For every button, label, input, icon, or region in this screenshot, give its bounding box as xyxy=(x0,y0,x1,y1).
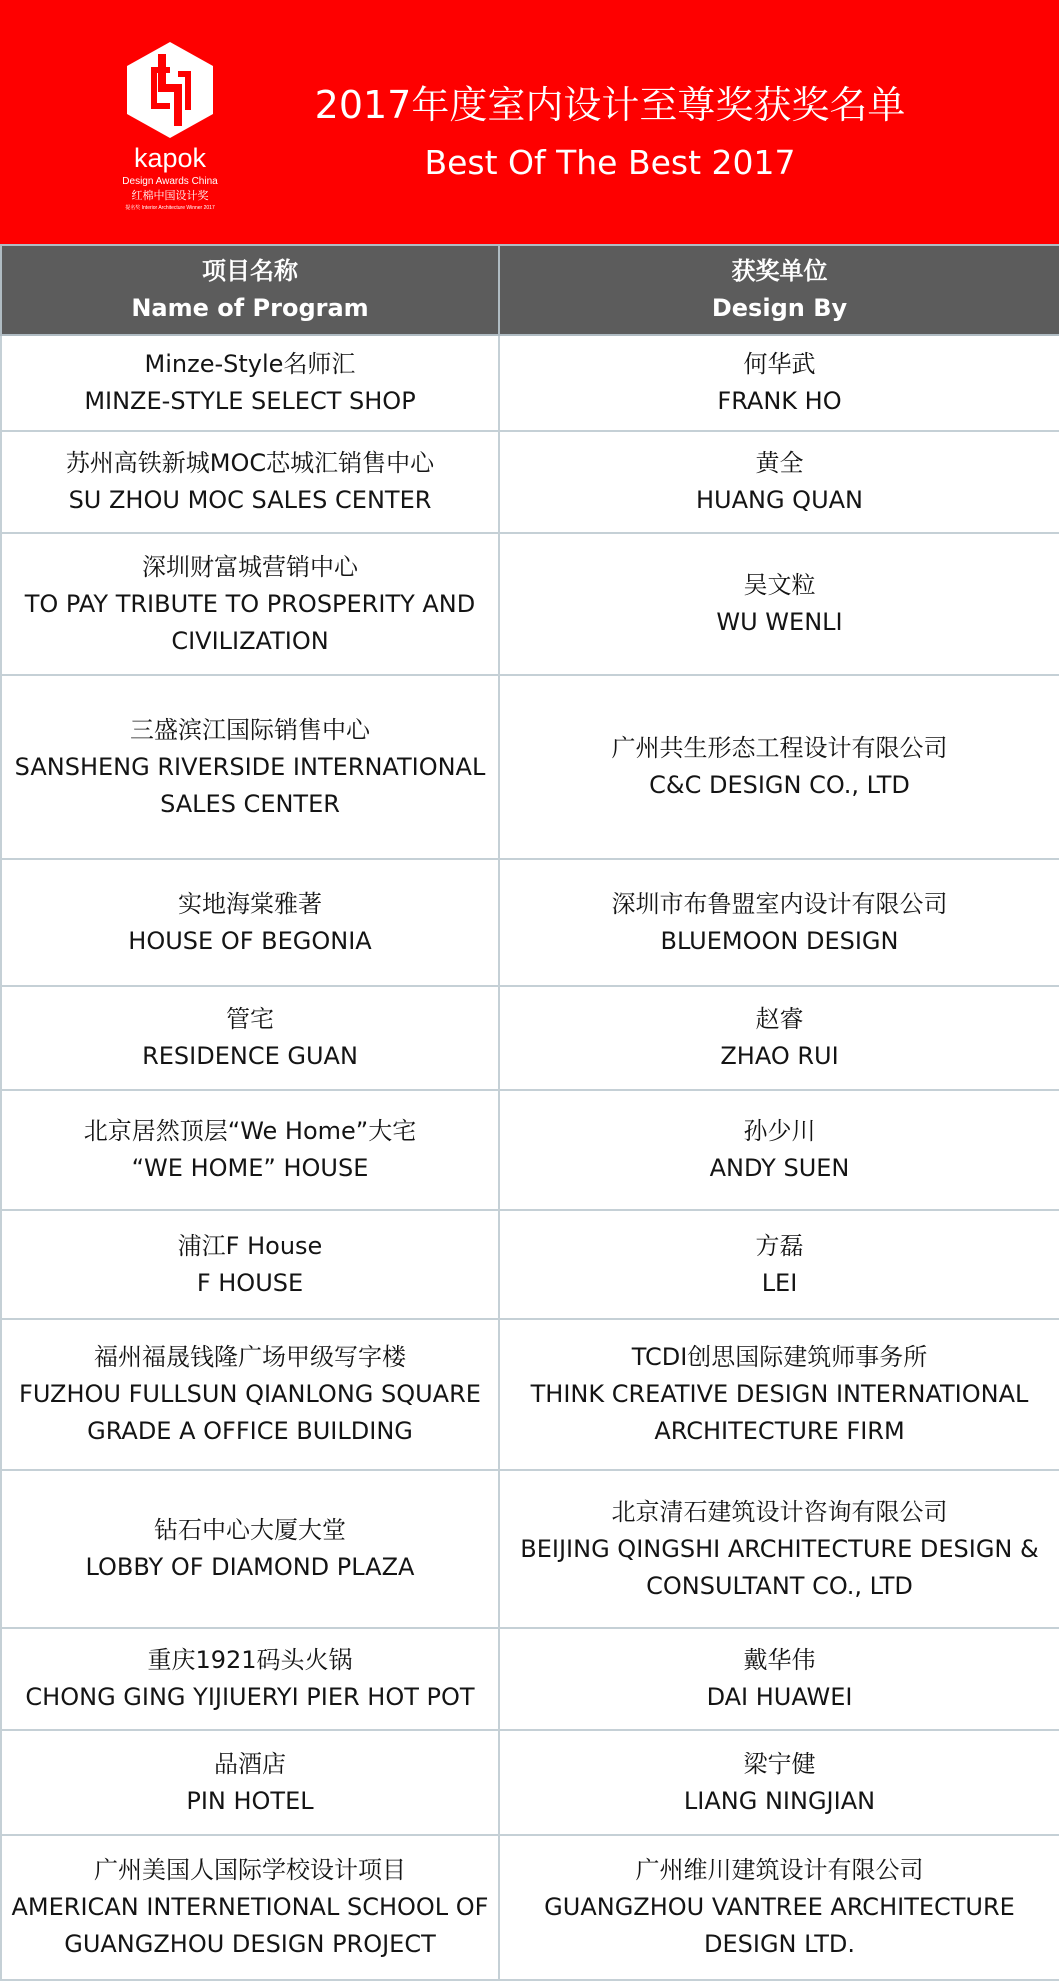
table-row xyxy=(1,1470,1059,1628)
kapok-logo xyxy=(118,40,222,216)
designer-name-cn: 何华武 xyxy=(743,350,816,378)
designer-cell xyxy=(499,533,1059,675)
program-name-cn: 三盛滨江国际销售中心 xyxy=(130,715,370,744)
designer-cell xyxy=(499,1470,1059,1628)
program-name-en: LOBBY OF DIAMOND PLAZA xyxy=(85,1553,415,1581)
program-name-en: MINZE-STYLE SELECT SHOP xyxy=(84,387,416,415)
table-header-row xyxy=(1,245,1059,335)
designer-name-en: C&C DESIGN CO., LTD xyxy=(649,771,910,799)
designer-name-cn: 广州共生形态工程设计有限公司 xyxy=(611,734,948,762)
table-row xyxy=(1,986,1059,1090)
program-name-en: SANSHENG RIVERSIDE INTERNATIONAL SALES CENTER xyxy=(14,752,486,818)
header-program-en: Name of Program xyxy=(131,294,369,322)
designer-cell xyxy=(499,859,1059,986)
program-name-en: PIN HOTEL xyxy=(186,1786,314,1815)
program-cell xyxy=(1,1470,499,1628)
designer-cell xyxy=(499,1090,1059,1210)
designer-name-en: FRANK HO xyxy=(717,387,842,415)
designer-cell xyxy=(499,986,1059,1090)
program-cell xyxy=(1,1210,499,1319)
program-cell xyxy=(1,1090,499,1210)
designer-cell xyxy=(499,431,1059,533)
program-name-en: RESIDENCE GUAN xyxy=(142,1042,358,1070)
program-cell xyxy=(1,533,499,675)
table-row xyxy=(1,1319,1059,1470)
program-name-cn: 品酒店 xyxy=(214,1749,286,1778)
designer-name-cn: TCDI创思国际建筑师事务所 xyxy=(631,1343,928,1371)
program-name-cn: 钻石中心大厦大堂 xyxy=(154,1516,346,1544)
program-name-en: CHONG GING YIJIUERYI PIER HOT POT xyxy=(25,1683,475,1711)
designer-cell xyxy=(499,1730,1059,1835)
designer-name-cn: 深圳市布鲁盟室内设计有限公司 xyxy=(611,889,948,918)
designer-cell xyxy=(499,1210,1059,1319)
logo-tagline: 提名奖 Interior Architecture Winner 2017 xyxy=(125,205,215,211)
table-row xyxy=(1,1628,1059,1730)
program-name-cn: 广州美国人国际学校设计项目 xyxy=(94,1856,406,1884)
designer-name-cn: 吴文粒 xyxy=(743,571,816,599)
kapok-hexagon-logo-icon xyxy=(118,40,222,140)
designer-name-cn: 北京清石建筑设计咨询有限公司 xyxy=(611,1497,948,1526)
table-row xyxy=(1,431,1059,533)
designer-name-cn: 方磊 xyxy=(755,1231,804,1260)
header-design-en: Design By xyxy=(711,294,848,322)
program-name-cn: 深圳财富城营销中心 xyxy=(142,552,358,581)
designer-name-en: BEIJING QINGSHI ARCHITECTURE DESIGN & CONSULTANT CO., LTD xyxy=(520,1534,1039,1600)
logo-subtitle-cn: 红棉中国设计奖 xyxy=(131,189,209,202)
program-cell xyxy=(1,335,499,431)
header-banner xyxy=(0,0,1059,244)
program-cell xyxy=(1,859,499,986)
program-name-en: HOUSE OF BEGONIA xyxy=(128,926,372,955)
designer-name-en: HUANG QUAN xyxy=(695,486,864,514)
designer-name-cn: 戴华伟 xyxy=(743,1646,816,1674)
table-row xyxy=(1,859,1059,986)
designer-cell xyxy=(499,1319,1059,1470)
program-name-en: AMERICAN INTERNETIONAL SCHOOL OF GUANGZHOU DESIGN PROJECT xyxy=(11,1893,489,1958)
designer-name-en: BLUEMOON DESIGN xyxy=(660,926,899,955)
designer-name-cn: 广州维川建筑设计有限公司 xyxy=(635,1856,924,1884)
program-cell xyxy=(1,1628,499,1730)
program-name-cn: 福州福晟钱隆广场甲级写字楼 xyxy=(94,1343,406,1371)
program-name-en: FUZHOU FULLSUN QIANLONG SQUARE GRADE A OFFICE BUILDING xyxy=(19,1380,481,1445)
designer-name-cn: 梁宁健 xyxy=(743,1749,816,1778)
header-design-cn: 获奖单位 xyxy=(731,257,828,285)
column-header-design xyxy=(499,245,1059,335)
designer-name-en: ANDY SUEN xyxy=(709,1154,850,1182)
designer-name-en: LIANG NINGJIAN xyxy=(683,1786,876,1815)
program-cell xyxy=(1,1730,499,1835)
logo-wordmark: kapok xyxy=(133,143,207,173)
program-name-en: SU ZHOU MOC SALES CENTER xyxy=(68,486,432,514)
page-title-cn: 2017年度室内设计至尊奖获奖名单 xyxy=(314,83,906,127)
header-program-cn: 项目名称 xyxy=(202,257,298,285)
table-row xyxy=(1,675,1059,859)
table-row xyxy=(1,1835,1059,1980)
program-name-cn: 实地海棠雅著 xyxy=(178,889,322,918)
page-title-en: Best Of The Best 2017 xyxy=(424,143,796,182)
table-row xyxy=(1,1210,1059,1319)
table-row xyxy=(1,533,1059,675)
program-name-cn: 浦江F House xyxy=(177,1231,323,1260)
program-cell xyxy=(1,431,499,533)
program-name-en: TO PAY TRIBUTE TO PROSPERITY AND CIVILIZATION xyxy=(24,589,476,655)
designer-name-en: GUANGZHOU VANTREE ARCHITECTURE DESIGN LTD. xyxy=(544,1893,1015,1958)
designer-name-en: LEI xyxy=(761,1268,798,1297)
column-header-program xyxy=(1,245,499,335)
designer-name-cn: 黄全 xyxy=(755,449,804,477)
program-name-en: F HOUSE xyxy=(196,1268,304,1297)
program-name-cn: 重庆1921码头火锅 xyxy=(147,1646,353,1674)
program-cell xyxy=(1,675,499,859)
designer-name-cn: 赵睿 xyxy=(755,1005,804,1033)
designer-cell xyxy=(499,1835,1059,1980)
program-name-cn: 管宅 xyxy=(226,1005,274,1033)
program-cell xyxy=(1,986,499,1090)
program-name-en: “WE HOME” HOUSE xyxy=(131,1154,369,1182)
table-row xyxy=(1,1090,1059,1210)
program-cell xyxy=(1,1319,499,1470)
awards-table xyxy=(0,244,1059,1981)
designer-name-en: ZHAO RUI xyxy=(720,1042,839,1070)
program-name-cn: 北京居然顶层“We Home”大宅 xyxy=(83,1117,417,1145)
designer-name-cn: 孙少川 xyxy=(743,1117,816,1145)
table-row xyxy=(1,335,1059,431)
program-name-cn: Minze-Style名师汇 xyxy=(144,350,356,378)
designer-cell xyxy=(499,1628,1059,1730)
logo-subtitle-en: Design Awards China xyxy=(122,176,218,187)
designer-name-en: DAI HUAWEI xyxy=(706,1683,853,1711)
designer-cell xyxy=(499,675,1059,859)
program-name-cn: 苏州高铁新城MOC芯城汇销售中心 xyxy=(65,449,435,477)
designer-name-en: THINK CREATIVE DESIGN INTERNATIONAL ARCHITECTURE FIRM xyxy=(530,1380,1029,1445)
program-cell xyxy=(1,1835,499,1980)
designer-name-en: WU WENLI xyxy=(716,608,843,636)
designer-cell xyxy=(499,335,1059,431)
table-row xyxy=(1,1730,1059,1835)
